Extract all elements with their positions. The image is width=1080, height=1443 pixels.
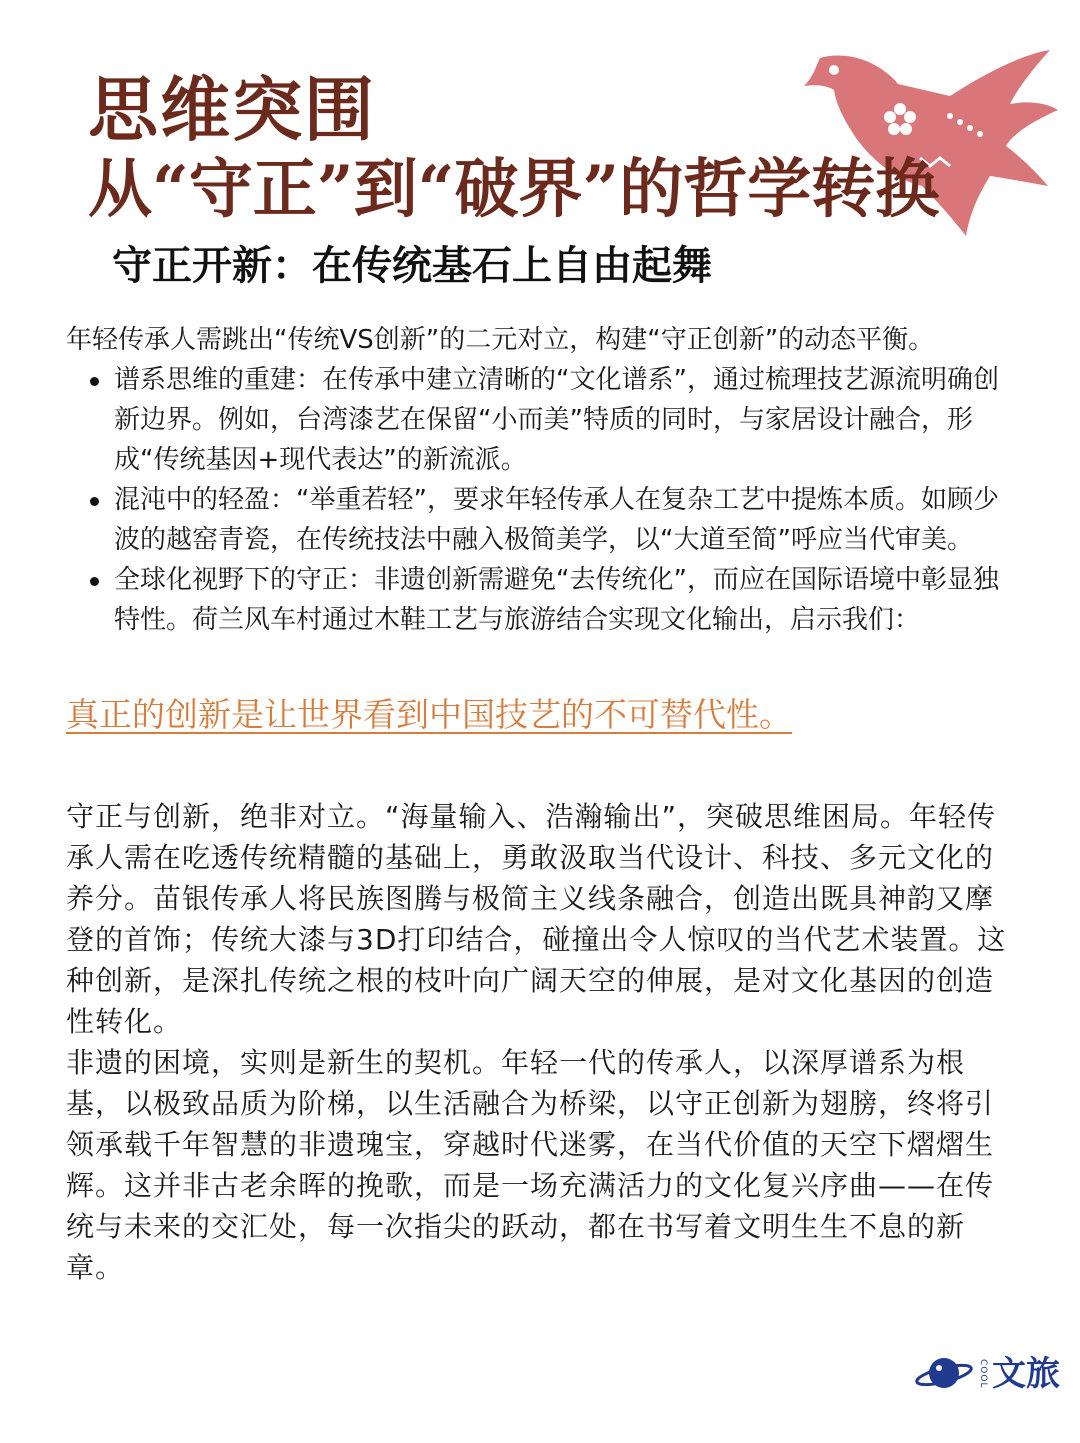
brand-logo — [914, 1351, 1060, 1397]
page-title-line2: 从“守正”到“破界”的哲学转换 — [88, 152, 940, 227]
list-item — [114, 480, 1016, 560]
article-body — [66, 320, 1016, 1288]
list-item-text: 全球化视野下的守正：非遗创新需避免“去传统化”，而应在国际语境中彰显独特性。荷兰风车村通过木鞋工艺与旅游结合实现文化输出，启示我们： — [114, 565, 999, 635]
planet-logo-icon — [914, 1351, 974, 1397]
logo-text: 文旅 — [992, 1354, 1060, 1394]
list-item-text: 谱系思维的重建：在传承中建立清晰的“文化谱系”，通过梳理技艺源流明确创新边界。例如，台湾漆艺在保留“小而美”特质的同时，与家居设计融合，形成“传统基因+现代表达”的新流派。 — [114, 365, 999, 475]
list-item-text: 混沌中的轻盈：“举重若轻”，要求年轻传承人在复杂工艺中提炼本质。如顾少波的越窑青瓷，在传统技法中融入极简美学，以“大道至简”呼应当代审美。 — [114, 485, 999, 555]
list-item — [114, 360, 1016, 480]
body-paragraph: 非遗的困境，实则是新生的契机。年轻一代的传承人，以深厚谱系为根基，以极致品质为阶梯，以生活融合为桥梁，以守正创新为翅膀，终将引领承载千年智慧的非遗瑰宝，穿越时代迷雾，在当代价值的天空下熠熠生辉。这并非古老余晖的挽歌，而是一场充满活力的文化复兴序曲——在传统与未来的交汇处，每一次指尖的跃动，都在书写着文明生生不息的新章。 — [66, 1046, 995, 1284]
logo-tag: COOL — [978, 1359, 988, 1389]
intro-paragraph: 年轻传承人需跳出“传统VS创新”的二元对立，构建“守正创新”的动态平衡。 — [66, 325, 935, 355]
bullet-icon — [90, 577, 99, 586]
bullet-icon — [90, 377, 99, 386]
list-item — [114, 560, 1016, 640]
highlight-quote: 真正的创新是让世界看到中国技艺的不可替代性。 — [66, 695, 792, 734]
bullet-list — [66, 360, 1016, 640]
section-subtitle: 守正开新：在传统基石上自由起舞 — [112, 243, 712, 289]
bullet-icon — [90, 497, 99, 506]
body-paragraph: 守正与创新，绝非对立。“海量输入、浩瀚输出”，突破思维困局。年轻传承人需在吃透传统精髓的基础上，勇敢汲取当代设计、科技、多元文化的养分。苗银传承人将民族图腾与极简主义线条融合，创造出既具神韵又摩登的首饰；传统大漆与3D打印结合，碰撞出令人惊叹的当代艺术装置。这种创新，是深扎传统之根的枝叶向广阔天空的伸展，是对文化基因的创造性转化。 — [66, 800, 1007, 1038]
page-title-line1: 思维突围 — [88, 68, 376, 151]
